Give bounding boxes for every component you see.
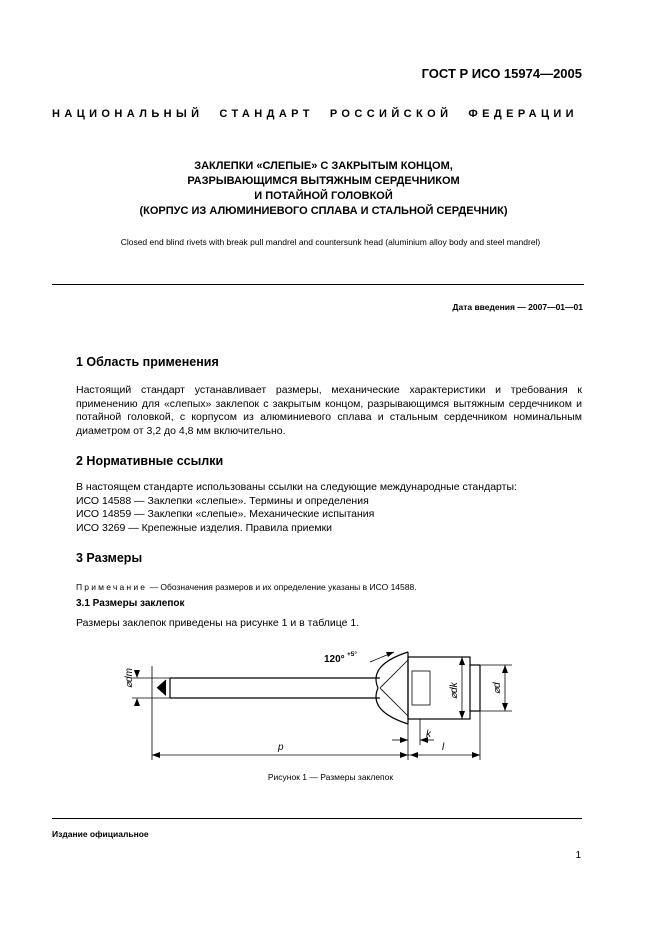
page-number: 1	[575, 850, 581, 861]
reference-item: ИСО 14859 — Заклепки «слепые». Механические испытания	[76, 508, 375, 520]
note-lead: Примечание	[76, 582, 148, 592]
title-line: ЗАКЛЕПКИ «СЛЕПЫЕ» С ЗАКРЫТЫМ КОНЦОМ,	[194, 160, 453, 172]
section-1-heading: 1 Область применения	[76, 355, 219, 369]
introduction-date: Дата введения — 2007—01—01	[452, 302, 583, 312]
section-3-heading: 3 Размеры	[76, 551, 143, 565]
l-label: l	[442, 742, 445, 753]
rivet-body	[408, 657, 470, 719]
section-1-paragraph: Настоящий стандарт устанавливает размеры, механические характеристики и требования к применению для «слепых» заклепок с закрытым концом, разрывающимся вытяжным сердечником и потайной головкой, с корпусом из алюминиевого сплава и стальным сердечником номинальным диаметром от 3,2 до 4,8 мм включительно.	[76, 384, 582, 437]
title-line: И ПОТАЙНОЙ ГОЛОВКОЙ	[254, 190, 393, 202]
figure-intro-text: Размеры заклепок приведены на рисунке 1 и в таблице 1.	[76, 617, 360, 629]
english-title: Closed end blind rivets with break pull mandrel and countersunk head (aluminium alloy body and steel mandrel)	[120, 237, 541, 247]
note-text: — Обозначения размеров и их определение указаны в ИСО 14588.	[147, 582, 417, 592]
title-line: (КОРПУС ИЗ АЛЮМИНИЕВОГО СПЛАВА И СТАЛЬНОЙ СЕРДЕЧНИК)	[139, 205, 508, 217]
rivet-head	[376, 652, 408, 724]
angle-tolerance: +5°	[347, 651, 358, 658]
dk-label: ⌀dk	[449, 682, 460, 699]
standard-code: ГОСТ Р ИСО 15974—2005	[421, 66, 582, 81]
references-intro: В настоящем стандарте использованы ссылки на следующие международные стандарты:	[76, 481, 517, 493]
subsection-3-1-heading: 3.1 Размеры заклепок	[76, 598, 185, 609]
edition-label: Издание официальное	[52, 829, 149, 839]
p-label: p	[278, 742, 284, 753]
footer-divider	[52, 818, 582, 819]
figure-caption: Рисунок 1 — Размеры заклепок	[267, 772, 394, 782]
section-2-heading: 2 Нормативные ссылки	[76, 454, 224, 468]
national-standard-banner: НАЦИОНАЛЬНЫЙ СТАНДАРТ РОССИЙСКОЙ ФЕДЕРАЦИИ	[52, 108, 578, 120]
reference-item: ИСО 3269 — Крепежные изделия. Правила приемки	[76, 521, 333, 534]
angle-label: 120°	[324, 654, 345, 665]
d-label: ⌀d	[492, 682, 503, 694]
reference-item: ИСО 14588 — Заклепки «слепые». Термины и определения	[76, 494, 369, 507]
title-line: РАЗРЫВАЮЩИМСЯ ВЫТЯЖНЫМ СЕРДЕЧНИКОМ	[187, 175, 460, 187]
mandrel-tip	[157, 680, 166, 696]
k-label: k	[426, 729, 431, 740]
dm-label: ⌀dm	[124, 668, 135, 688]
